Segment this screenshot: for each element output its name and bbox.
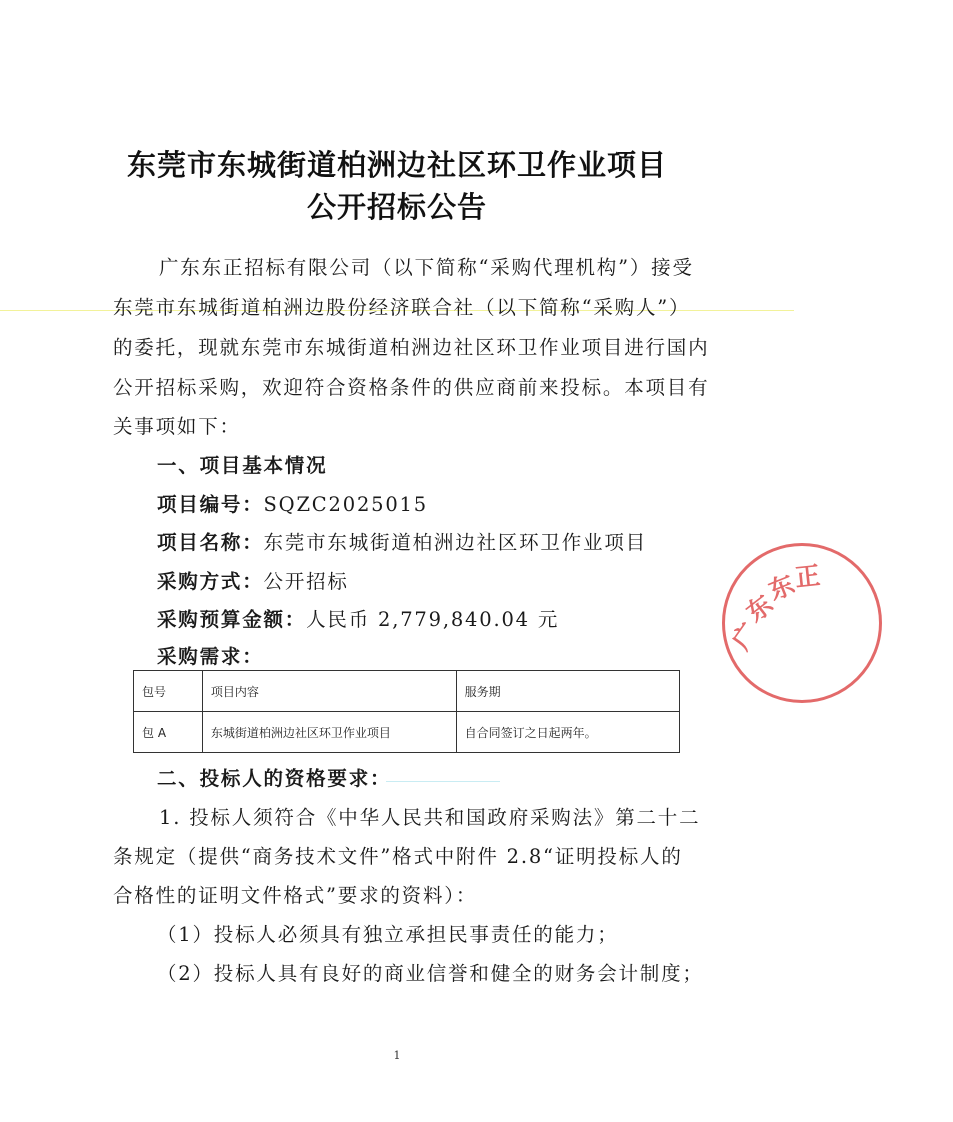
requirement-1-line-2: 条规定（提供“商务技术文件”格式中附件 2.8“证明投标人的 [113, 845, 683, 868]
procurement-demand-label: 采购需求： [157, 645, 264, 668]
table-cell: 自合同签订之日起两年。 [456, 712, 679, 753]
procurement-demand-table [133, 670, 680, 753]
section-2-heading: 二、投标人的资格要求： [157, 767, 392, 790]
requirement-1-line-1: 1. 投标人须符合《中华人民共和国政府采购法》第二十二 [159, 806, 701, 829]
seal-char: 东 [740, 589, 779, 628]
document-title-line-1: 东莞市东城街道柏洲边社区环卫作业项目 [126, 148, 667, 182]
page-number: 1 [393, 1049, 401, 1062]
intro-line-5: 关事项如下： [113, 415, 241, 438]
requirement-item-2: （2）投标人具有良好的商业信誉和健全的财务会计制度； [157, 962, 704, 985]
document-title-line-2: 公开招标公告 [306, 190, 487, 224]
project-name-label: 项目名称： [157, 531, 264, 554]
table-row [134, 712, 680, 753]
budget-value: 人民币 2,779,840.04 元 [306, 608, 560, 631]
table-cell: 包 A [134, 712, 203, 753]
company-seal-stamp [722, 543, 882, 703]
intro-line-4: 公开招标采购，欢迎符合资格条件的供应商前来投标。本项目有 [113, 376, 710, 399]
project-number-value: SQZC2025015 [263, 493, 428, 516]
seal-char: 正 [793, 560, 822, 593]
seal-char: 广 [726, 617, 765, 656]
budget-label: 采购预算金额： [157, 608, 307, 631]
scan-guide-line [386, 781, 500, 782]
requirement-1-line-3: 合格性的证明文件格式”要求的资料）： [113, 884, 478, 907]
intro-line-1: 广东东正招标有限公司（以下简称“采购代理机构”）接受 [159, 256, 694, 279]
procurement-method-value: 公开招标 [263, 570, 349, 593]
project-number-row [157, 489, 951, 517]
table-header-row [134, 671, 680, 712]
project-number-label: 项目编号： [157, 493, 264, 516]
table-header-cell: 项目内容 [202, 671, 456, 712]
table-header-cell: 包号 [134, 671, 203, 712]
intro-line-3: 的委托，现就东莞市东城街道柏洲边社区环卫作业项目进行国内 [113, 336, 710, 359]
intro-line-2: 东莞市东城街道柏洲边股份经济联合社（以下简称“采购人”） [113, 296, 691, 319]
section-1-heading: 一、项目基本情况 [157, 454, 328, 477]
project-name-value: 东莞市东城街道柏洲边社区环卫作业项目 [263, 531, 647, 554]
requirement-item-1: （1）投标人必须具有独立承担民事责任的能力； [157, 923, 619, 946]
procurement-method-label: 采购方式： [157, 570, 264, 593]
table-header-cell: 服务期 [456, 671, 679, 712]
table-cell: 东城街道柏洲边社区环卫作业项目 [202, 712, 456, 753]
seal-char: 东 [764, 569, 799, 606]
